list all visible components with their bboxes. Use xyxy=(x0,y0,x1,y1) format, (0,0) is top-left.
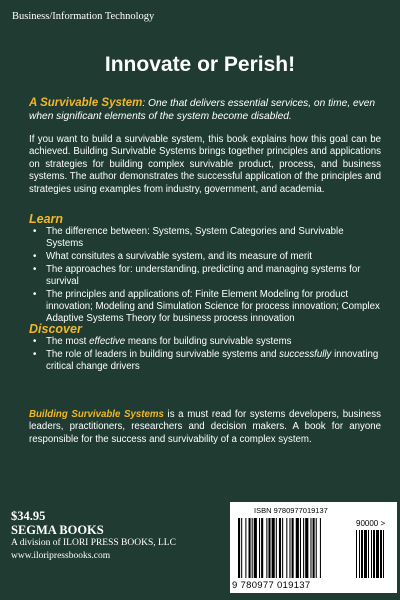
bullet-icon: • xyxy=(33,263,37,275)
bullet-icon: • xyxy=(33,226,37,237)
price: $34.95 xyxy=(11,509,46,523)
barcode-bar xyxy=(266,518,267,578)
price-code: 90000 > xyxy=(356,519,386,528)
barcode-bar xyxy=(361,530,363,578)
barcode-bar xyxy=(279,518,281,578)
list-item-text: The most xyxy=(46,336,90,347)
intro-paragraph: If you want to build a survivable system, this book explains how this goal can be achieved. Building Survivable Systems brings together principles and applications on strategies for building complex survivable product, process, and business systems. The author demonstrates the successful application of the principles and strategies using examples from industry, government, and academia. xyxy=(29,134,381,195)
barcode-bar xyxy=(364,530,367,578)
barcode-bar xyxy=(249,518,251,578)
tagline-definition: : One that delivers essential services, on time, even when significant elements of the system become disabled. xyxy=(29,98,376,122)
barcode-bar xyxy=(259,518,260,578)
barcode-bar xyxy=(245,518,246,578)
emphasis-text: successfully xyxy=(279,348,332,360)
barcode-bar xyxy=(292,518,294,578)
barcode-bar xyxy=(356,530,357,578)
barcode-bar xyxy=(303,518,304,578)
headline: Innovate or Perish! xyxy=(104,53,296,76)
barcode-bar xyxy=(238,518,240,578)
barcode xyxy=(230,502,397,593)
list-item-text: What consitutes a survivable system, and its measure of merit xyxy=(46,250,312,262)
list-item-text: means for building survivable systems xyxy=(125,336,292,347)
barcode-bar xyxy=(268,518,270,578)
barcode-bar xyxy=(289,518,290,578)
discover-list xyxy=(33,336,383,374)
learn-list xyxy=(33,226,383,326)
publisher-name: SEGMA BOOKS xyxy=(11,523,104,537)
barcode-bar xyxy=(368,530,369,578)
list-item-text: The approaches for: understanding, predicting and managing systems for survival xyxy=(46,263,361,287)
publisher-website: www.iloripressbooks.com xyxy=(11,551,111,561)
publisher-block xyxy=(11,509,176,563)
barcode-bar xyxy=(316,518,317,578)
barcode-bar xyxy=(296,518,299,578)
book-title-mention: Building Survivable Systems xyxy=(29,409,164,420)
barcode-digits: 9 780977 019137 xyxy=(232,580,311,591)
barcode-bar xyxy=(252,518,253,578)
barcode-bar xyxy=(373,530,375,578)
list-item xyxy=(33,336,383,348)
emphasis-text: effective xyxy=(89,336,126,347)
closing-text: is a must read for systems developers, business leaders, practitioners, researchers and decision makers. A book for anyone responsible for the success and survivability of a complex system. xyxy=(29,409,381,445)
barcode-bar xyxy=(359,530,360,578)
barcode-bar xyxy=(371,530,372,578)
barcode-bar xyxy=(383,530,384,578)
discover-heading: Discover xyxy=(29,322,82,336)
barcode-bar xyxy=(241,518,242,578)
list-item-text: innovating critical change drivers xyxy=(46,348,379,372)
barcode-bar xyxy=(380,530,382,578)
list-item-text: The difference between: Systems, System Categories and Survivable Systems xyxy=(46,226,344,250)
list-item xyxy=(33,251,383,263)
list-item xyxy=(33,226,383,251)
tagline-term: A Survivable System xyxy=(29,97,143,109)
barcode-bar xyxy=(313,518,315,578)
barcode-bar xyxy=(276,518,277,578)
barcode-bar xyxy=(320,518,321,578)
barcode-bar xyxy=(300,518,301,578)
barcode-bar xyxy=(261,518,263,578)
tagline xyxy=(29,97,381,123)
barcode-bar xyxy=(254,518,257,578)
bullet-icon: • xyxy=(33,348,37,360)
list-item-text: The principles and applications of: Finite Element Modeling for product innovation; Modeling and Simulation Science for process innovation; Complex Adaptive Systems Theory for business process innovation xyxy=(46,288,380,325)
barcode-bar xyxy=(376,530,379,578)
barcode-bar xyxy=(272,518,275,578)
list-item xyxy=(33,349,383,374)
bullet-icon: • xyxy=(33,336,37,347)
barcode-bar xyxy=(282,518,283,578)
bullet-icon: • xyxy=(33,250,37,262)
closing-paragraph xyxy=(29,409,381,446)
publisher-division: A division of ILORI PRESS BOOKS, LLC xyxy=(11,538,176,548)
list-item-text: The role of leaders in building survivable systems and xyxy=(46,348,280,360)
barcode-bar xyxy=(305,518,308,578)
list-item xyxy=(33,289,383,326)
barcode-bar xyxy=(286,518,287,578)
learn-heading: Learn xyxy=(29,212,64,226)
bullet-icon: • xyxy=(33,288,37,300)
category-label: Business/Information Technology xyxy=(12,11,155,22)
list-item xyxy=(33,264,383,289)
barcode-bar xyxy=(310,518,311,578)
isbn-label: ISBN 9780977019137 xyxy=(254,506,328,515)
